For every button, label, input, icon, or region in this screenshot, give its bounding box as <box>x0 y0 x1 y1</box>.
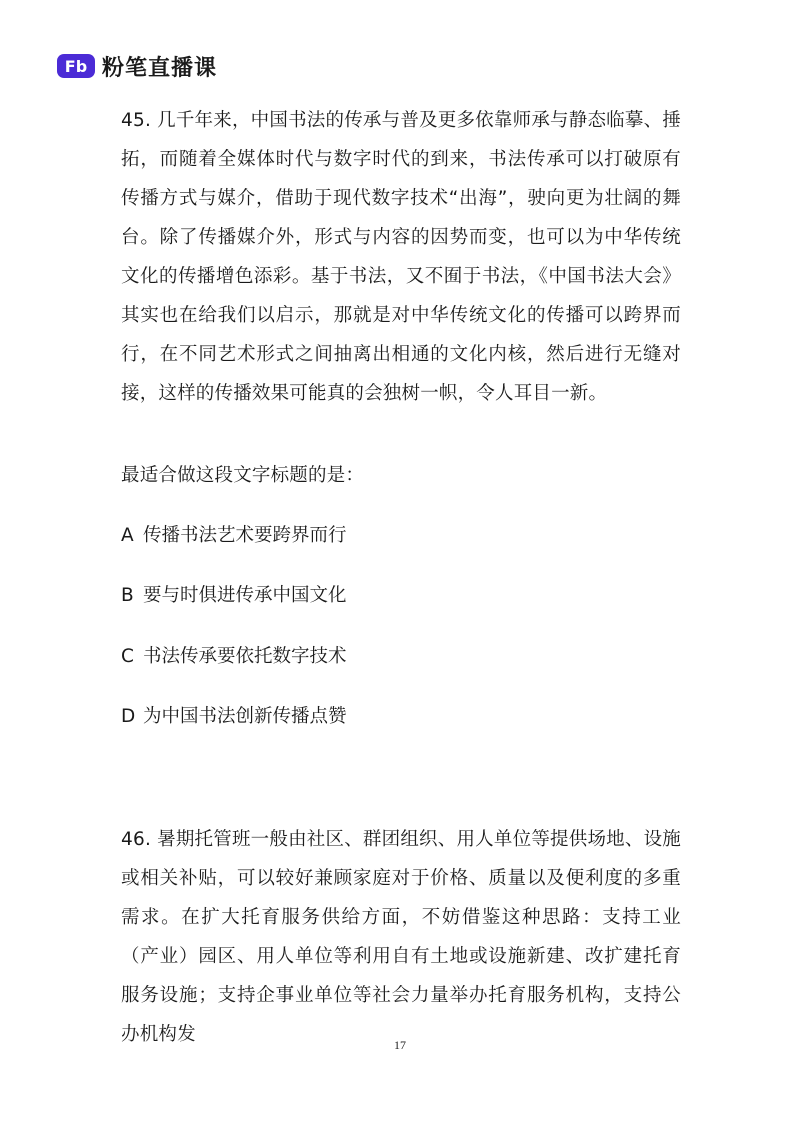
option-d <box>121 697 347 736</box>
option-letter: D <box>121 706 136 727</box>
option-letter: C <box>121 646 134 667</box>
option-a <box>121 516 347 555</box>
question-46-stem: 46. 暑期托管班一般由社区、群团组织、用人单位等提供场地、设施或相关补贴，可以较好兼顾家庭对于价格、质量以及便利度的多重需求。在扩大托育服务供给方面，不妨借鉴这种思路：支持工业（产业）园区、用人单位等利用自有土地或设施新建、改扩建托育服务设施；支持企事业单位等社会力量举办托育服务机构，支持公办机构发 <box>121 829 681 1045</box>
brand-name: 粉笔直播课 <box>102 55 218 81</box>
option-text: 要与时俱进传承中国文化 <box>143 585 347 606</box>
page-number: 17 <box>394 1038 406 1052</box>
option-text: 为中国书法创新传播点赞 <box>143 706 347 727</box>
option-c <box>121 637 347 676</box>
brand-header <box>56 50 217 82</box>
option-b <box>121 576 347 615</box>
option-letter: A <box>121 525 134 546</box>
logo-glyph: Fb <box>64 57 88 76</box>
option-text: 传播书法艺术要跨界而行 <box>143 525 347 546</box>
question-45-stem: 45. 几千年来，中国书法的传承与普及更多依靠师承与静态临摹、捶拓，而随着全媒体时代与数字时代的到来，书法传承可以打破原有传播方式与媒介，借助于现代数字技术“出海”，驶向更为壮阔的舞台。除了传播媒介外，形式与内容的因势而变，也可以为中华传统文化的传播增色添彩。基于书法，又不囿于书法，《中国书法大会》其实也在给我们以启示，那就是对中华传统文化的传播可以跨界而行，在不同艺术形式之间抽离出相通的文化内核，然后进行无缝对接，这样的传播效果可能真的会独树一帜，令人耳目一新。 <box>121 110 681 404</box>
option-letter: B <box>121 585 134 606</box>
option-text: 书法传承要依托数字技术 <box>143 646 347 667</box>
fb-logo-icon <box>56 51 96 81</box>
question-45-prompt: 最适合做这段文字标题的是： <box>121 465 365 486</box>
